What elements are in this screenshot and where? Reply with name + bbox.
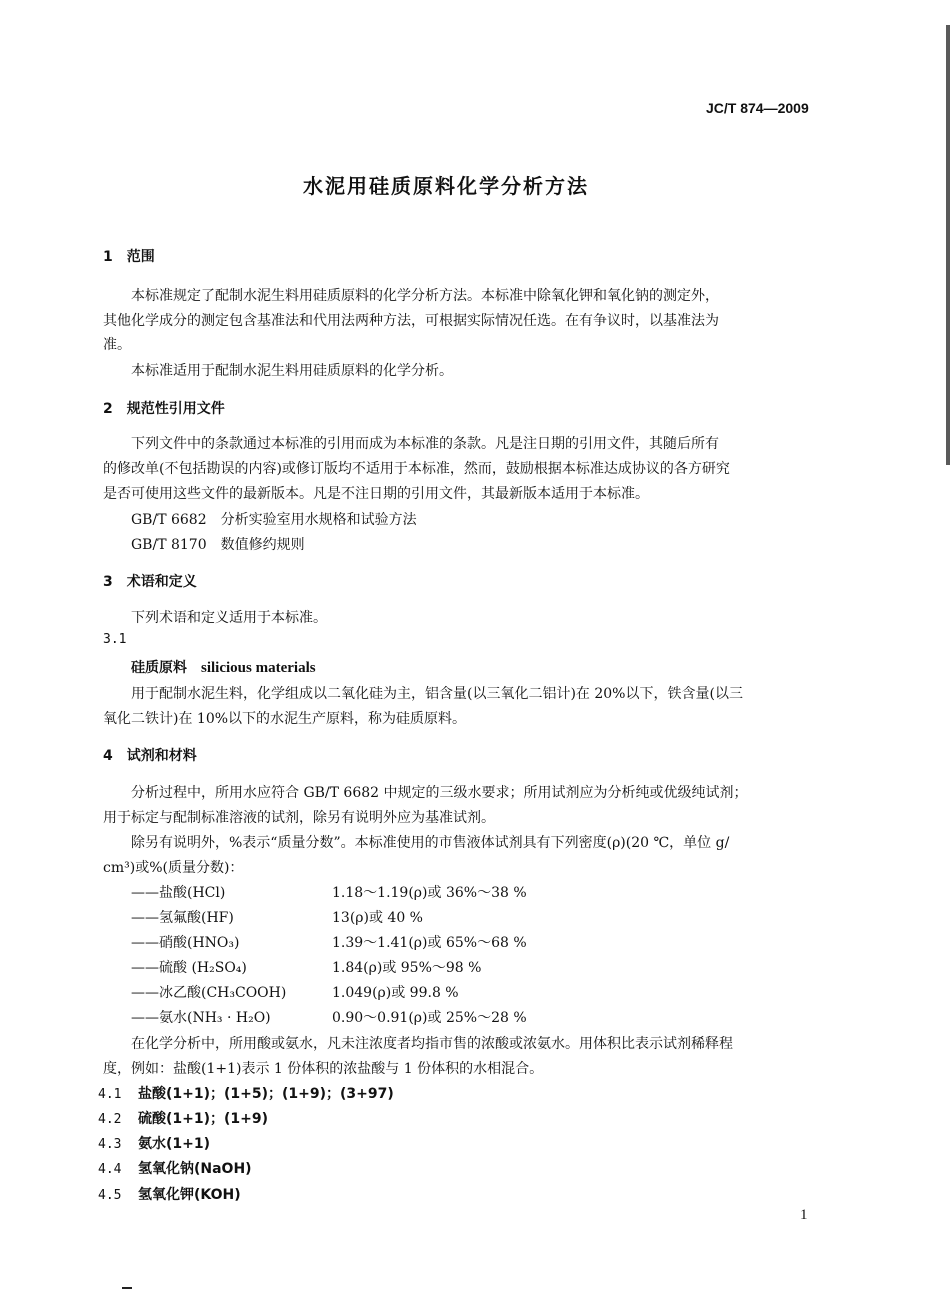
section-1-para-1-line-2: 其他化学成分的测定包含基准法和代用法两种方法，可根据实际情况任选。在有争议时，以基准法为 [103,313,719,329]
reagent-value: 1.84(ρ)或 95%～98 % [332,960,482,976]
scan-edge-line [946,25,950,465]
reagent-name: ——硝酸(HNO₃) [131,935,240,951]
section-2-para-line-2: 的修改单(不包括勘误的内容)或修订版均不适用于本标准，然而，鼓励根据本标准达成协议的各方研究 [103,461,730,477]
reagent-value: 0.90～0.91(ρ)或 25%～28 % [332,1010,527,1026]
section-1-para-1-line-1: 本标准规定了配制水泥生料用硅质原料的化学分析方法。本标准中除氧化钾和氧化钠的测定外， [131,288,719,304]
subsection-text: 氢氧化钠(NaOH) [138,1161,252,1177]
subsection-number: 4.2 [98,1112,122,1127]
reagent-value: 13(ρ)或 40 % [332,910,423,926]
subsection-4-5 [98,1184,241,1204]
section-4-para-1-line-2: 用于标定与配制标准溶液的试剂，除另有说明外应为基准试剂。 [103,810,495,826]
section-3-heading: 3 术语和定义 [103,574,197,590]
subsection-text: 氨水(1+1) [138,1136,211,1152]
section-4-para-1-line-1: 分析过程中，所用水应符合 GB/T 6682 中规定的三级水要求；所用试剂应为分析纯或优级纯试剂； [131,785,748,801]
scan-mark [122,1287,132,1289]
subsection-3-1-number: 3.1 [103,632,127,647]
term-definition-line-1: 用于配制水泥生料，化学组成以二氧化硅为主，铝含量(以三氧化二铝计)在 20%以下，铁含量(以三 [131,686,743,702]
reagent-value: 1.18～1.19(ρ)或 36%～38 % [332,885,527,901]
subsection-number: 4.1 [98,1087,122,1102]
section-1-heading: 1 范围 [103,249,155,265]
subsection-text: 硫酸(1+1)；(1+9) [138,1111,269,1127]
section-4-para-2-line-1: 除另有说明外，%表示“质量分数”。本标准使用的市售液体试剂具有下列密度(ρ)(20 ℃，单位 g/ [131,835,730,851]
subsection-number: 4.5 [98,1188,122,1203]
doc-id: JC/T 874—2009 [706,100,809,116]
reference-item: GB/T 6682 分析实验室用水规格和试验方法 [131,512,417,528]
subsection-4-1 [98,1083,394,1103]
reagent-name: ——氢氟酸(HF) [131,910,234,926]
subsection-4-2 [98,1108,268,1128]
reagent-name: ——硫酸 (H₂SO₄) [131,960,247,976]
reagent-name: ——盐酸(HCl) [131,885,226,901]
term-english: silicious materials [201,660,316,676]
reagent-name: ——冰乙酸(CH₃COOH) [131,985,287,1001]
subsection-4-3 [98,1133,210,1153]
section-3-para: 下列术语和定义适用于本标准。 [131,610,327,626]
term-chinese: 硅质原料 [131,660,187,676]
section-2-heading: 2 规范性引用文件 [103,401,225,417]
subsection-number: 4.4 [98,1162,122,1177]
section-1-para-2: 本标准适用于配制水泥生料用硅质原料的化学分析。 [131,363,453,379]
subsection-text: 氢氧化钾(KOH) [138,1187,241,1203]
section-4-para-3-line-1: 在化学分析中，所用酸或氨水，凡未注浓度者均指市售的浓酸或浓氨水。用体积比表示试剂稀释程 [131,1036,733,1052]
reagent-name: ——氨水(NH₃ · H₂O) [131,1010,271,1026]
reagent-value: 1.049(ρ)或 99.8 % [332,985,459,1001]
subsection-text: 盐酸(1+1)；(1+5)；(1+9)；(3+97) [138,1086,394,1102]
subsection-4-4 [98,1158,252,1178]
page-title: 水泥用硅质原料化学分析方法 [303,174,589,198]
section-4-para-2-line-2: cm³)或%(质量分数)： [103,860,244,876]
reagent-value: 1.39～1.41(ρ)或 65%～68 % [332,935,527,951]
term-line [131,657,316,677]
term-definition-line-2: 氧化二铁计)在 10%以下的水泥生产原料，称为硅质原料。 [103,711,467,727]
section-1-para-1-line-3: 准。 [103,337,131,353]
section-4-heading: 4 试剂和材料 [103,748,197,764]
section-2-para-line-1: 下列文件中的条款通过本标准的引用而成为本标准的条款。凡是注日期的引用文件，其随后所有 [131,436,719,452]
page-number: 1 [800,1207,808,1223]
section-2-para-line-3: 是否可使用这些文件的最新版本。凡是不注日期的引用文件，其最新版本适用于本标准。 [103,486,649,502]
reference-item: GB/T 8170 数值修约规则 [131,537,305,553]
section-4-para-3-line-2: 度，例如：盐酸(1+1)表示 1 份体积的浓盐酸与 1 份体积的水相混合。 [103,1061,544,1077]
subsection-number: 4.3 [98,1137,122,1152]
